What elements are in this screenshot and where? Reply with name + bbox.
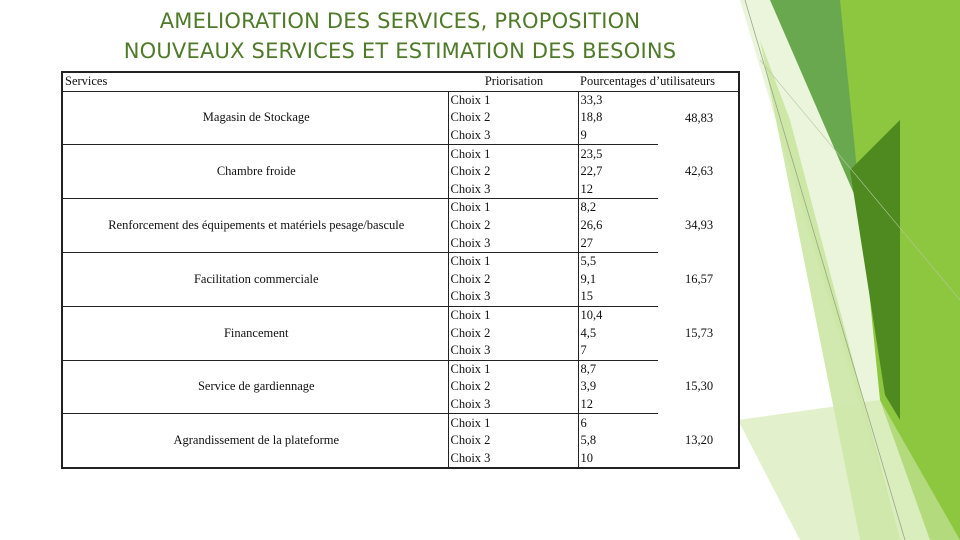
choice-label: Choix 1 bbox=[448, 145, 578, 163]
aggregate-value: 42,63 bbox=[684, 164, 714, 179]
percentage-value: 22,7 bbox=[578, 163, 658, 181]
percentage-value: 5,8 bbox=[578, 432, 658, 450]
service-name: Financement bbox=[62, 306, 448, 360]
percentage-value: 4,5 bbox=[578, 324, 658, 342]
aggregate-value: 15,30 bbox=[684, 379, 714, 394]
percentage-value: 15 bbox=[578, 288, 658, 306]
facet-pale-2 bbox=[738, 400, 960, 540]
facet-line-2 bbox=[760, 60, 960, 300]
percentage-value: 12 bbox=[578, 396, 658, 414]
table-row bbox=[62, 91, 739, 109]
percentage-value: 8,7 bbox=[578, 360, 658, 378]
table-row bbox=[62, 199, 739, 217]
choice-label: Choix 2 bbox=[448, 217, 578, 235]
aggregate-value: 13,20 bbox=[684, 432, 714, 447]
table-row bbox=[62, 306, 739, 324]
choice-label: Choix 2 bbox=[448, 378, 578, 396]
choice-label: Choix 3 bbox=[448, 396, 578, 414]
choice-label: Choix 3 bbox=[448, 234, 578, 252]
choice-label: Choix 2 bbox=[448, 432, 578, 450]
table-row bbox=[62, 360, 739, 378]
service-name: Magasin de Stockage bbox=[62, 91, 448, 145]
aggregate-value: 34,93 bbox=[684, 218, 714, 233]
services-table-body bbox=[62, 72, 739, 468]
choice-label: Choix 1 bbox=[448, 360, 578, 378]
choice-label: Choix 1 bbox=[448, 306, 578, 324]
percentage-value: 33,3 bbox=[578, 91, 658, 109]
facet-pale-1 bbox=[760, 40, 900, 540]
facet-dark-1 bbox=[850, 120, 900, 420]
facet-light-1 bbox=[740, 0, 960, 540]
facet-mid-1 bbox=[770, 0, 960, 300]
choice-label: Choix 2 bbox=[448, 109, 578, 127]
header-priorisation: Priorisation bbox=[448, 72, 578, 91]
header-services: Services bbox=[62, 72, 448, 91]
percentage-value: 7 bbox=[578, 342, 658, 360]
slide-title-line-1: AMELIORATION DES SERVICES, PROPOSITION bbox=[159, 9, 641, 33]
table-row bbox=[62, 145, 739, 163]
table-row bbox=[62, 252, 739, 270]
table-header-row bbox=[62, 72, 739, 91]
choice-label: Choix 1 bbox=[448, 414, 578, 432]
percentage-value: 27 bbox=[578, 234, 658, 252]
service-name: Service de gardiennage bbox=[62, 360, 448, 414]
table-row bbox=[62, 414, 739, 432]
percentage-value: 12 bbox=[578, 181, 658, 199]
header-pourcentages: Pourcentages d’utilisateurs bbox=[578, 72, 739, 91]
choice-label: Choix 1 bbox=[448, 199, 578, 217]
service-name: Agrandissement de la plateforme bbox=[62, 414, 448, 468]
choice-label: Choix 3 bbox=[448, 181, 578, 199]
percentage-value: 18,8 bbox=[578, 109, 658, 127]
choice-label: Choix 3 bbox=[448, 127, 578, 145]
choice-label: Choix 1 bbox=[448, 252, 578, 270]
percentage-value: 8,2 bbox=[578, 199, 658, 217]
percentage-value: 6 bbox=[578, 414, 658, 432]
percentage-value: 23,5 bbox=[578, 145, 658, 163]
choice-label: Choix 3 bbox=[448, 449, 578, 468]
service-name: Renforcement des équipements et matériels pesage/bascule bbox=[62, 199, 448, 253]
percentage-value: 9 bbox=[578, 127, 658, 145]
service-name: Facilitation commerciale bbox=[62, 252, 448, 306]
aggregate-value: 15,73 bbox=[684, 325, 714, 340]
choice-label: Choix 2 bbox=[448, 324, 578, 342]
facet-line-1 bbox=[745, 0, 905, 540]
percentage-value: 9,1 bbox=[578, 271, 658, 289]
percentage-value: 10,4 bbox=[578, 306, 658, 324]
slide-title-line-2: NOUVEAUX SERVICES ET ESTIMATION DES BESOINS bbox=[123, 39, 677, 63]
choice-label: Choix 1 bbox=[448, 91, 578, 109]
service-name: Chambre froide bbox=[62, 145, 448, 199]
aggregate-value: 48,83 bbox=[684, 110, 714, 125]
choice-label: Choix 3 bbox=[448, 342, 578, 360]
percentage-value: 26,6 bbox=[578, 217, 658, 235]
aggregate-value: 16,57 bbox=[684, 271, 714, 286]
percentage-value: 5,5 bbox=[578, 252, 658, 270]
choice-label: Choix 3 bbox=[448, 288, 578, 306]
slide-title bbox=[40, 6, 760, 66]
facet-bright-1 bbox=[840, 0, 960, 540]
percentage-value: 10 bbox=[578, 449, 658, 468]
services-table bbox=[61, 71, 740, 469]
percentage-value: 3,9 bbox=[578, 378, 658, 396]
choice-label: Choix 2 bbox=[448, 271, 578, 289]
choice-label: Choix 2 bbox=[448, 163, 578, 181]
